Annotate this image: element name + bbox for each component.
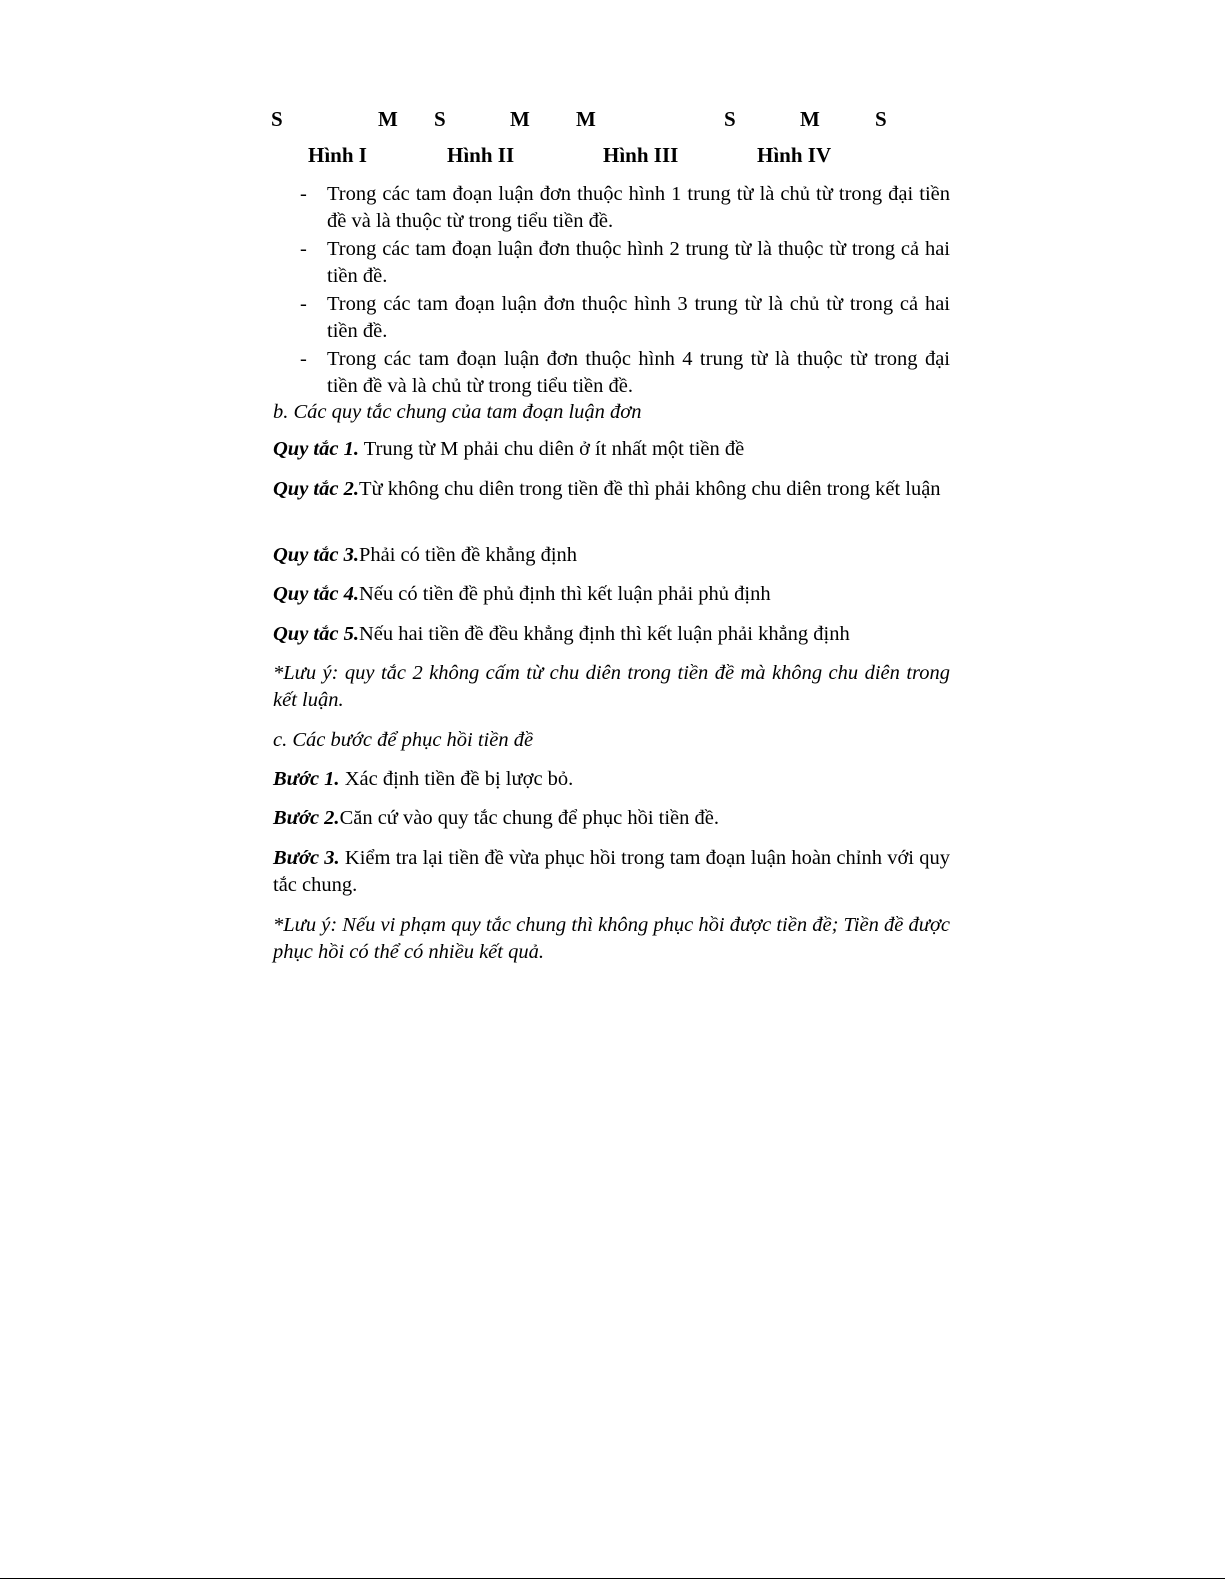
step-label: Bước 2. xyxy=(273,807,340,829)
bullet-text: Trong các tam đoạn luận đơn thuộc hình 4 trung từ là thuộc từ trong đại tiền đề và là chủ từ trong tiểu tiền đề. xyxy=(327,348,950,397)
list-item xyxy=(273,346,950,400)
rule-label: Quy tắc 1. xyxy=(273,438,359,460)
bullet-dash: - xyxy=(300,293,307,315)
rule-label: Quy tắc 2. xyxy=(273,478,359,500)
rule-5 xyxy=(273,621,950,648)
step-2 xyxy=(273,805,950,832)
rule-3 xyxy=(273,542,950,569)
section-c-heading: c. Các bước để phục hồi tiền đề xyxy=(273,729,534,751)
rule-label: Quy tắc 4. xyxy=(273,583,359,605)
rule-4 xyxy=(273,581,950,608)
list-item xyxy=(273,236,950,290)
bullet-dash: - xyxy=(300,348,307,370)
figure-letter: M xyxy=(576,107,596,131)
rule-label: Quy tắc 5. xyxy=(273,623,359,645)
list-item xyxy=(273,181,950,235)
step-1 xyxy=(273,766,950,793)
figure-letter: S xyxy=(271,107,283,131)
step-text: Kiểm tra lại tiền đề vừa phục hồi trong tam đoạn luận hoàn chỉnh với quy tắc chung. xyxy=(273,847,950,896)
step-label: Bước 1. xyxy=(273,768,340,790)
figure-label: Hình II xyxy=(447,143,515,167)
note-restore: *Lưu ý: Nếu vi phạm quy tắc chung thì không phục hồi được tiền đề; Tiền đề được phục hồi có thể có nhiều kết quả. xyxy=(273,914,950,963)
rule-text: Nếu hai tiền đề đều khẳng định thì kết luận phải khẳng định xyxy=(358,623,850,645)
figure-letter: M xyxy=(378,107,398,131)
step-text: Xác định tiền đề bị lược bỏ. xyxy=(339,768,574,790)
step-label: Bước 3. xyxy=(273,847,340,869)
bullet-text: Trong các tam đoạn luận đơn thuộc hình 3 trung từ là chủ từ trong cả hai tiền đề. xyxy=(327,293,950,342)
step-3 xyxy=(273,845,950,899)
figure-labels-row xyxy=(0,143,1225,171)
list-item xyxy=(273,291,950,345)
section-b-heading: b. Các quy tắc chung của tam đoạn luận đơn xyxy=(273,401,642,423)
note-rule-2: *Lưu ý: quy tắc 2 không cấm từ chu diên trong tiền đề mà không chu diên trong kết luận. xyxy=(273,662,950,711)
bullet-text: Trong các tam đoạn luận đơn thuộc hình 1 trung từ là chủ từ trong đại tiền đề và là thuộc từ trong tiểu tiền đề. xyxy=(327,183,950,232)
step-text: Căn cứ vào quy tắc chung để phục hồi tiền đề. xyxy=(339,807,719,829)
rule-1 xyxy=(273,436,950,463)
figure-label: Hình I xyxy=(308,143,367,167)
rule-text: Phải có tiền đề khẳng định xyxy=(358,544,578,566)
bullet-text: Trong các tam đoạn luận đơn thuộc hình 2 trung từ là thuộc từ trong cả hai tiền đề. xyxy=(327,238,950,287)
figure-label: Hình IV xyxy=(757,143,832,167)
figure-letter: S xyxy=(434,107,446,131)
bullet-list xyxy=(273,181,950,401)
page-bottom-border xyxy=(0,1578,1225,1579)
figure-letter: S xyxy=(724,107,736,131)
bullet-dash: - xyxy=(300,238,307,260)
rule-2 xyxy=(273,476,950,503)
rule-label: Quy tắc 3. xyxy=(273,544,359,566)
bullet-dash: - xyxy=(300,183,307,205)
rule-text: Từ không chu diên trong tiền đề thì phải không chu diên trong kết luận xyxy=(358,478,941,500)
rule-text: Nếu có tiền đề phủ định thì kết luận phải phủ định xyxy=(358,583,771,605)
figure-letter: S xyxy=(875,107,887,131)
figure-label: Hình III xyxy=(603,143,679,167)
figure-letters-row xyxy=(0,107,1225,135)
rule-text: Trung từ M phải chu diên ở ít nhất một tiền đề xyxy=(358,438,745,460)
figure-letter: M xyxy=(800,107,820,131)
figure-letter: M xyxy=(510,107,530,131)
